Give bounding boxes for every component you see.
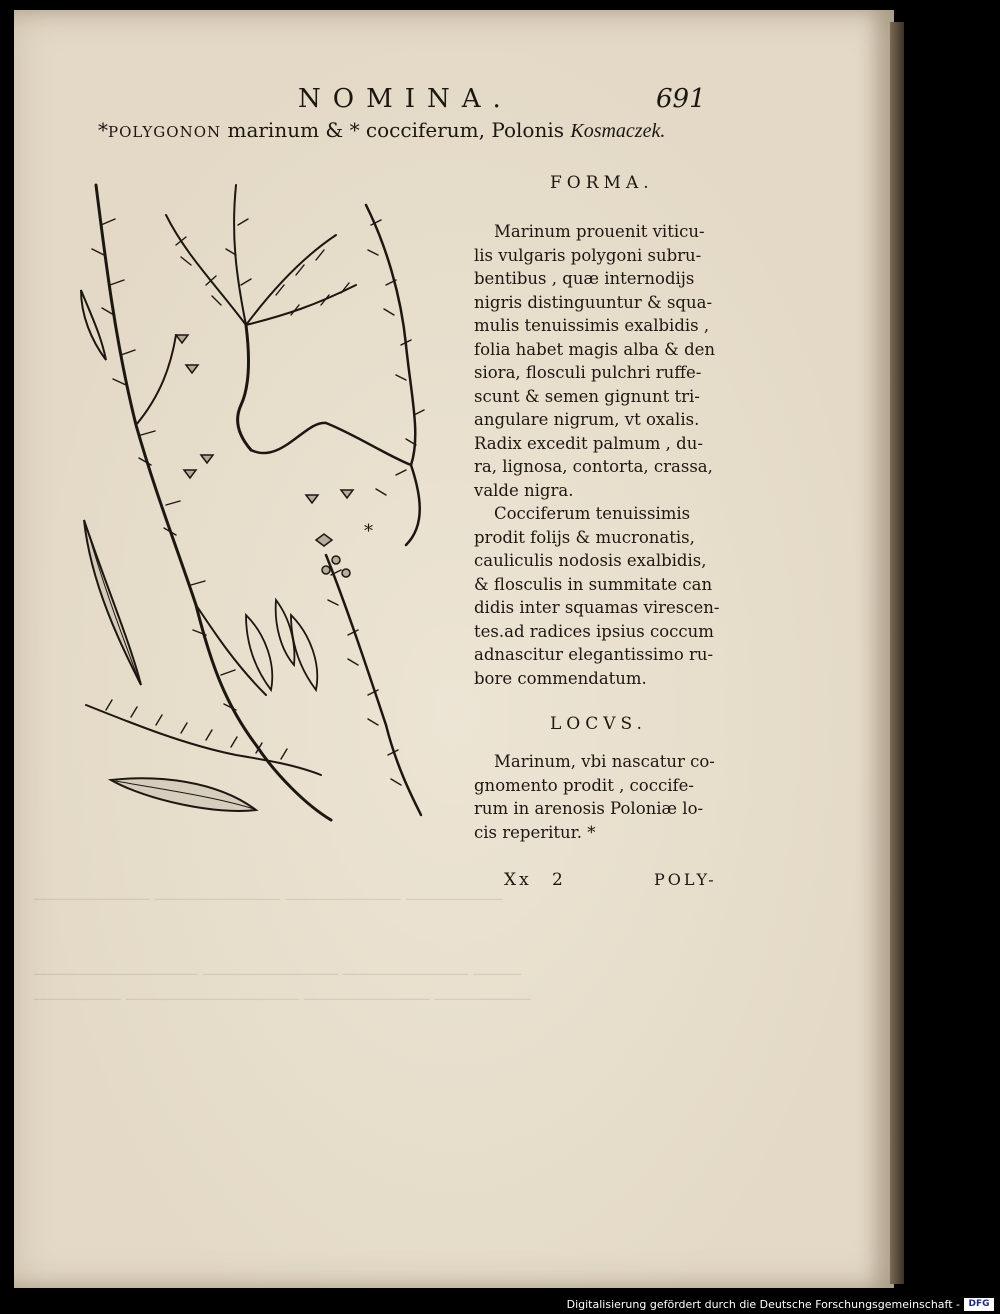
plant-name-caps: POLYGONON: [108, 123, 222, 141]
locus-line: Marinum, vbi nascatur co-: [494, 752, 715, 771]
forma-line: angulare nigrum, vt oxalis.: [474, 410, 700, 429]
forma-line: mulis tenuissimis exalbidis ,: [474, 316, 710, 335]
section-title-forma: FORMA.: [550, 173, 654, 193]
woodcut-illustration: [66, 165, 466, 840]
forma-text: [474, 220, 734, 690]
locus-line: cis reperitur. *: [474, 822, 596, 842]
locus-text: [474, 750, 734, 844]
forma-line: siora, flosculi pulchri ruffe-: [474, 363, 702, 382]
forma-line: cauliculis nodosis exalbidis,: [474, 551, 707, 570]
signature-number: 2: [552, 870, 563, 890]
show-through-3: ───────── ────────────────── ───────────── ──────────: [34, 990, 531, 1009]
forma-line: ra, lignosa, contorta, crassa,: [474, 457, 713, 476]
section-title-locus: LOCVS.: [550, 714, 647, 734]
forma-line: Marinum prouenit viticu-: [494, 222, 705, 241]
locus-line: rum in arenosis Poloniæ lo-: [474, 799, 704, 818]
show-through-2: ───────────────── ────────────── ───────────── ─────: [34, 965, 522, 984]
forma-line: lis vulgaris polygoni subru-: [474, 245, 702, 265]
svg-text:*: *: [364, 521, 373, 542]
book-page: [14, 10, 894, 1288]
forma-line: tes.ad radices ipsius coccum: [474, 621, 714, 641]
forma-line: folia habet magis alba & den: [474, 339, 716, 359]
polish-name: Kosmaczek.: [570, 120, 666, 142]
digitization-note: Digitalisierung gefördert durch die Deutsche Forschungsgemeinschaft -: [566, 1298, 960, 1311]
dfg-logo: DFG: [964, 1298, 994, 1311]
plant-name-text-2: cocciferum, Polonis: [359, 118, 571, 142]
page-header-title: NOMINA.: [298, 84, 513, 114]
catchword: POLY-: [654, 870, 717, 889]
show-through-1: ──────────── ───────────── ──────────── ──────────: [34, 890, 502, 909]
forma-line: adnascitur elegantissimo ru-: [474, 645, 714, 664]
plant-name-text: marinum &: [221, 118, 350, 142]
page-number: 691: [656, 84, 706, 114]
forma-line: bentibus , quæ internodijs: [474, 269, 695, 288]
forma-line: didis inter squamas virescen-: [474, 598, 720, 617]
forma-line: valde nigra.: [474, 480, 574, 500]
forma-line: bore commendatum.: [474, 668, 647, 688]
forma-line: nigris distinguuntur & squa-: [474, 292, 713, 312]
asterisk-mark-2: *: [349, 118, 360, 142]
forma-line: & flosculis in summitate can: [474, 574, 713, 594]
locus-line: gnomento prodit , coccife-: [474, 775, 694, 795]
forma-line: Cocciferum tenuissimis: [494, 504, 691, 523]
forma-line: scunt & semen gignunt tri-: [474, 386, 700, 406]
signature-mark: Xx: [504, 870, 532, 890]
page-edge: [890, 22, 904, 1284]
forma-line: prodit folijs & mucronatis,: [474, 527, 695, 547]
asterisk-mark: *: [98, 118, 108, 142]
plant-name-line: [98, 118, 665, 143]
forma-line: Radix excedit palmum , du-: [474, 433, 703, 453]
